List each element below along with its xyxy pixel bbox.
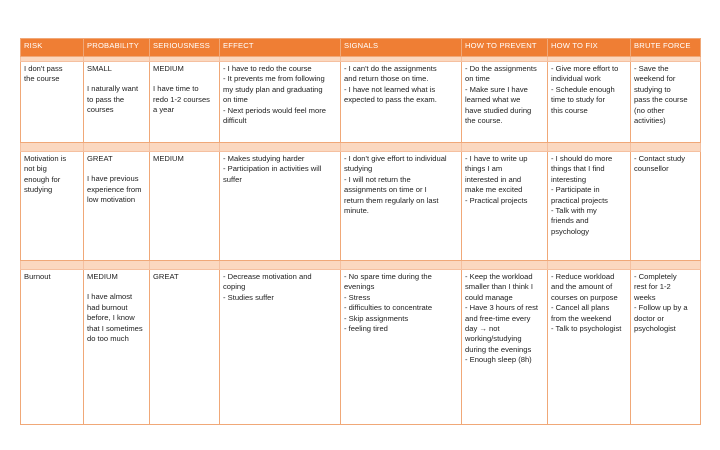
cell-line: could manage — [465, 292, 513, 302]
cell-line: time to study for — [551, 95, 606, 105]
cell-line: redo 1-2 courses — [153, 94, 210, 104]
cell-line: courses on purpose — [551, 292, 618, 302]
cell-line: - Save the — [634, 64, 669, 73]
cell-seriousness — [150, 270, 220, 425]
cell-line: expected to pass the exam. — [344, 95, 437, 105]
cell-line: and free-time every — [465, 313, 531, 323]
cell-line: - Practical projects — [465, 195, 528, 205]
cell-line: things I am — [465, 164, 503, 174]
cell-line: - Talk with my — [551, 206, 597, 216]
cell-line: and return those on time. — [344, 74, 429, 84]
cell-line: minute. — [344, 206, 369, 216]
cell-line: weekend for — [634, 74, 676, 84]
cell-line: things that I find — [551, 164, 605, 174]
cell-line: a year — [153, 105, 175, 115]
cell-effect — [220, 152, 341, 261]
cell-line: had burnout — [87, 302, 128, 312]
cell-line: courses — [87, 105, 114, 115]
cell-line: - Decrease motivation and — [223, 272, 312, 281]
cell-line: not big — [24, 164, 47, 174]
cell-line: - Participation in activities will — [223, 164, 322, 174]
cell-line: - I have to redo the course — [223, 64, 312, 73]
cell-line: practical projects — [551, 195, 608, 205]
header-seriousness: SERIOUSNESS — [150, 39, 220, 57]
cell-line: friends and — [551, 216, 589, 226]
header-probability: PROBABILITY — [84, 39, 150, 57]
cell-line: MEDIUM — [153, 154, 184, 163]
cell-line: - Contact study — [634, 154, 686, 163]
cell-line: - I don't give effort to individual — [344, 154, 447, 163]
cell-line: - Follow up by a — [634, 303, 688, 313]
cell-line: counsellor — [634, 164, 669, 174]
cell-line: - Give more effort to — [551, 64, 619, 73]
cell-line: - Cancel all plans — [551, 303, 610, 313]
cell-line: - I have to write up — [465, 154, 528, 163]
cell-line: suffer — [223, 174, 242, 184]
cell-line: - Next periods would feel more — [223, 105, 326, 115]
cell-line: the course — [24, 74, 60, 84]
cell-signals — [341, 62, 462, 143]
cell-risk — [21, 152, 84, 261]
cell-line: pass the course — [634, 95, 688, 105]
cell-how-to-fix — [548, 270, 631, 425]
cell-effect — [220, 62, 341, 143]
header-row — [21, 39, 701, 57]
cell-line: MEDIUM — [87, 272, 118, 281]
cell-line: and the amount of — [551, 282, 613, 292]
cell-line: - Schedule enough — [551, 84, 615, 94]
cell-line: return them regularly on last — [344, 195, 439, 205]
cell-line: GREAT — [87, 154, 113, 163]
cell-line: - Studies suffer — [223, 292, 274, 302]
cell-line: psychologist — [634, 324, 676, 334]
cell-line: from the weekend — [551, 313, 612, 323]
header-signals: SIGNALS — [341, 39, 462, 57]
cell-line: enough for — [24, 174, 61, 184]
cell-line: studying — [344, 164, 373, 174]
table-body — [21, 57, 701, 425]
cell-line: I don't pass — [24, 64, 63, 73]
cell-how-to-prevent — [462, 62, 548, 143]
cell-line: - Enough sleep (8h) — [465, 355, 532, 365]
cell-line: learned what we — [465, 95, 521, 105]
separator-row — [21, 143, 701, 152]
cell-line: rest for 1-2 — [634, 282, 671, 292]
cell-line: on time — [465, 74, 490, 84]
cell-line: activities) — [634, 116, 666, 126]
cell-line: - Stress — [344, 292, 371, 302]
cell-line: low motivation — [87, 195, 136, 205]
cell-line: - Keep the workload — [465, 272, 533, 281]
cell-line: studying — [24, 185, 53, 195]
header-how-to-fix: HOW TO FIX — [548, 39, 631, 57]
cell-line: on time — [223, 95, 248, 105]
cell-how-to-fix — [548, 152, 631, 261]
cell-line: during the evenings — [465, 344, 532, 354]
cell-line: my study plan and graduating — [223, 84, 323, 94]
cell-line: - No spare time during the — [344, 272, 432, 281]
cell-line: (no other — [634, 105, 665, 115]
cell-seriousness — [150, 152, 220, 261]
cell-line: have studied during — [465, 105, 532, 115]
cell-line: individual work — [551, 74, 601, 84]
cell-line: interesting — [551, 174, 587, 184]
cell-how-to-fix — [548, 62, 631, 143]
separator-row — [21, 261, 701, 270]
cell-line: difficult — [223, 116, 247, 126]
cell-how-to-prevent — [462, 152, 548, 261]
cell-line: - I should do more — [551, 154, 613, 163]
cell-line: - Completely — [634, 272, 677, 281]
cell-line: Burnout — [24, 272, 51, 281]
cell-line: Motivation is — [24, 154, 67, 163]
header-effect: EFFECT — [220, 39, 341, 57]
cell-line: studying to — [634, 84, 671, 94]
cell-line: SMALL — [87, 64, 112, 73]
cell-line: do too much — [87, 334, 129, 344]
cell-line: - I have not learned what is — [344, 84, 436, 94]
cell-line: - difficulties to concentrate — [344, 303, 433, 313]
cell-line: - feeling tired — [344, 324, 388, 334]
cell-line: interested in and — [465, 174, 522, 184]
cell-line: - I will not return the — [344, 174, 411, 184]
cell-line: - Makes studying harder — [223, 154, 305, 163]
cell-line: - Talk to psychologist — [551, 324, 622, 334]
table-row — [21, 152, 701, 261]
cell-how-to-prevent — [462, 270, 548, 425]
cell-brute-force — [631, 152, 701, 261]
cell-line: that I sometimes — [87, 323, 143, 333]
cell-line: this course — [551, 105, 588, 115]
header-risk: RISK — [21, 39, 84, 57]
cell-risk — [21, 62, 84, 143]
cell-line: MEDIUM — [153, 64, 184, 73]
cell-effect — [220, 270, 341, 425]
cell-risk — [21, 270, 84, 425]
cell-line: - Skip assignments — [344, 313, 409, 323]
cell-probability — [84, 270, 150, 425]
cell-line: - Make sure I have — [465, 84, 528, 94]
cell-probability — [84, 62, 150, 143]
cell-line: I have previous — [87, 174, 139, 184]
cell-line: weeks — [634, 292, 656, 302]
table-row — [21, 62, 701, 143]
cell-brute-force — [631, 270, 701, 425]
header-how-to-prevent: HOW TO PREVENT — [462, 39, 548, 57]
cell-line: - It prevents me from following — [223, 74, 325, 84]
cell-line: I naturally want — [87, 84, 139, 94]
cell-line: GREAT — [153, 272, 179, 281]
cell-line: - Have 3 hours of rest — [465, 303, 539, 313]
cell-signals — [341, 270, 462, 425]
cell-line: assignments on time or I — [344, 185, 427, 195]
risk-table — [20, 38, 701, 425]
cell-line: day → not — [465, 324, 500, 334]
cell-line: coping — [223, 282, 246, 292]
cell-line: smaller than I think I — [465, 282, 533, 292]
cell-line: evenings — [344, 282, 375, 292]
cell-line: - Reduce workload — [551, 272, 615, 281]
cell-seriousness — [150, 62, 220, 143]
cell-line: - I can't do the assignments — [344, 64, 437, 73]
risk-table-sheet — [20, 38, 700, 425]
cell-line: to pass the — [87, 94, 125, 104]
cell-line: working/studying — [465, 334, 522, 344]
cell-line: psychology — [551, 226, 589, 236]
cell-line: the course. — [465, 116, 503, 126]
cell-line: - Participate in — [551, 185, 600, 195]
cell-line: I have time to — [153, 84, 199, 94]
cell-line: experience from — [87, 184, 142, 194]
header-brute-force: BRUTE FORCE — [631, 39, 701, 57]
cell-line: before, I know — [87, 313, 135, 323]
cell-line: - Do the assignments — [465, 64, 537, 73]
cell-probability — [84, 152, 150, 261]
cell-line: make me excited — [465, 185, 523, 195]
cell-brute-force — [631, 62, 701, 143]
cell-signals — [341, 152, 462, 261]
cell-line: I have almost — [87, 292, 133, 302]
table-row — [21, 270, 701, 425]
cell-line: doctor or — [634, 313, 664, 323]
